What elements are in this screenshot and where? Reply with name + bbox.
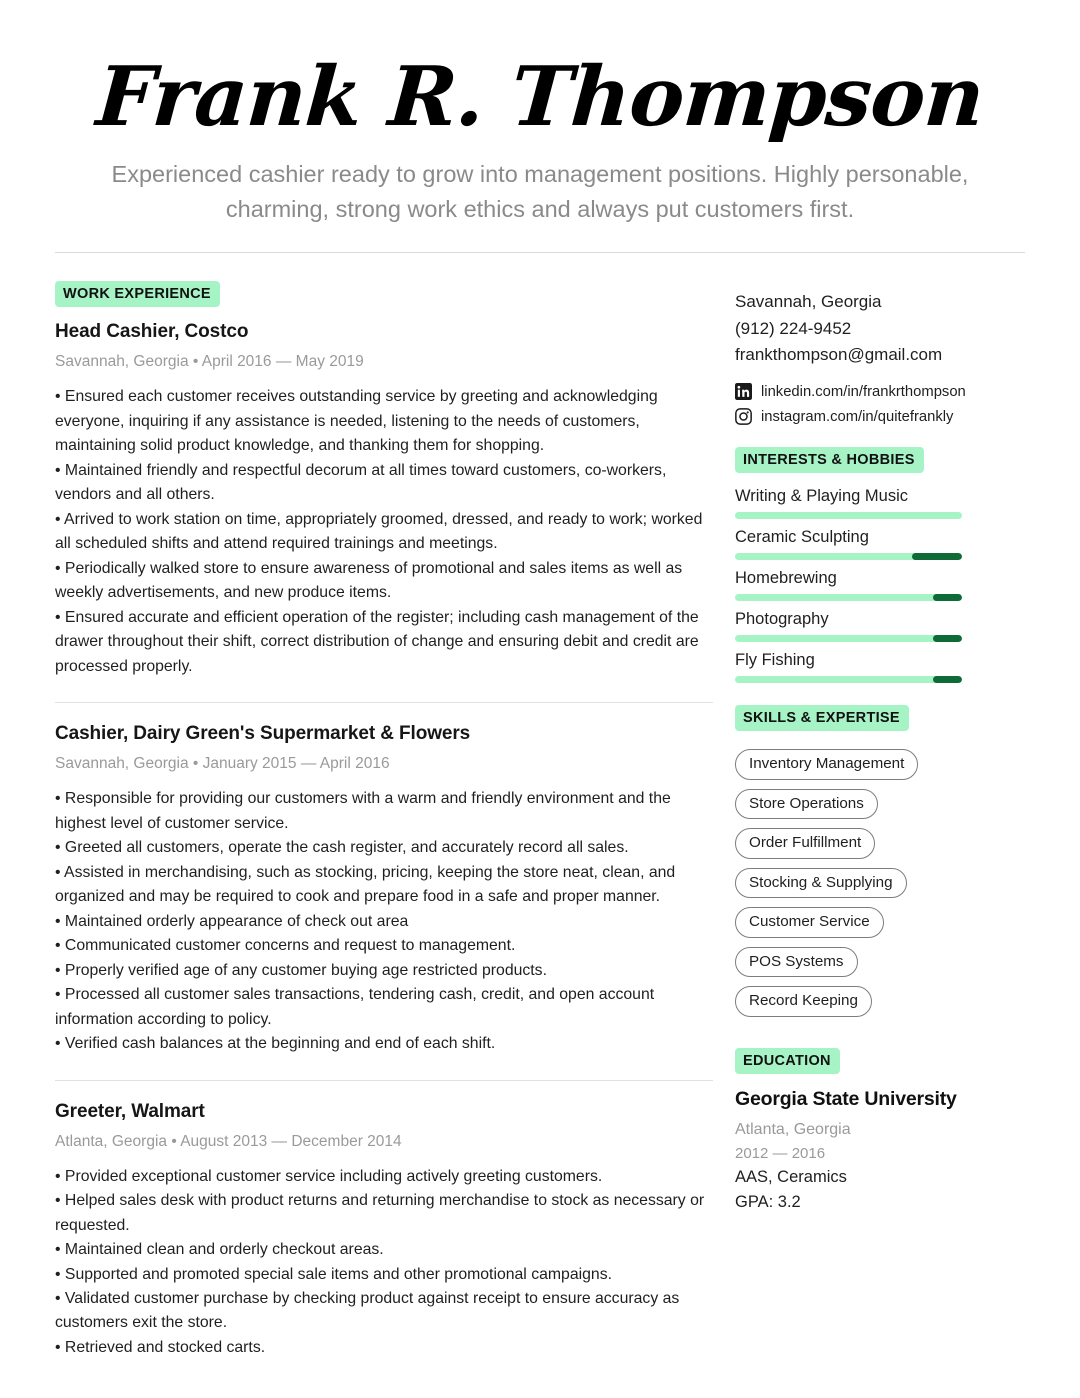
job-divider — [55, 702, 713, 703]
skill-row — [735, 868, 1025, 907]
skill-tag[interactable]: Stocking & Supplying — [735, 868, 907, 898]
hobby-level-fill — [933, 594, 963, 601]
job-entry — [55, 723, 713, 1058]
job-bullet: • Provided exceptional customer service including actively greeting customers. — [55, 1167, 603, 1185]
social-link-text[interactable]: instagram.com/in/quitefrankly — [761, 408, 954, 425]
skill-row — [735, 828, 1025, 867]
skill-tag[interactable]: Inventory Management — [735, 749, 918, 779]
job-bullets — [55, 385, 713, 679]
hobby-level-bar — [735, 512, 962, 519]
hobby-level-bar — [735, 553, 962, 560]
skill-row — [735, 986, 1025, 1025]
job-bullet: • Properly verified age of any customer buying age restricted products. — [55, 961, 547, 979]
hobby-item — [735, 610, 1025, 642]
job-bullet: • Maintained orderly appearance of check out area — [55, 912, 409, 930]
job-bullets — [55, 787, 713, 1056]
skill-tag[interactable]: Customer Service — [735, 907, 884, 937]
hobby-label: Homebrewing — [735, 569, 837, 588]
skill-tag[interactable]: Order Fulfillment — [735, 828, 875, 858]
job-bullet: • Responsible for providing our customers with a warm and friendly environment and the highest level of customer service. — [55, 790, 671, 832]
skill-list — [735, 749, 1025, 1025]
hobby-level-bar — [735, 676, 962, 683]
education-section — [735, 1048, 1025, 1215]
job-meta: Atlanta, Georgia • August 2013 — December 2014 — [55, 1132, 402, 1150]
job-divider — [55, 1080, 713, 1081]
job-bullet: • Retrieved and stocked carts. — [55, 1338, 266, 1356]
social-link-row[interactable] — [735, 383, 1025, 400]
social-links — [735, 383, 1025, 425]
social-link-text[interactable]: linkedin.com/in/frankrthompson — [761, 383, 966, 400]
candidate-tagline: Experienced cashier ready to grow into management positions. Highly personable, charming, strong work ethics and always put customers first. — [111, 160, 969, 222]
resume-header — [0, 0, 1080, 226]
job-bullet: • Communicated customer concerns and request to management. — [55, 937, 516, 955]
hobby-label: Photography — [735, 610, 829, 629]
job-bullets — [55, 1165, 713, 1361]
skills-section — [735, 705, 1025, 1025]
education-location: Atlanta, Georgia — [735, 1120, 851, 1138]
skill-tag[interactable]: POS Systems — [735, 947, 858, 977]
resume-body — [0, 253, 1080, 1362]
hobby-level-fill — [912, 553, 962, 560]
hobby-label: Ceramic Sculpting — [735, 528, 869, 547]
section-badge-interests: INTERESTS & HOBBIES — [735, 447, 924, 473]
hobby-level-fill — [933, 635, 963, 642]
education-gpa: GPA: 3.2 — [735, 1192, 801, 1211]
section-badge-skills: SKILLS & EXPERTISE — [735, 705, 909, 731]
hobby-item — [735, 569, 1025, 601]
contact-block — [735, 289, 1025, 425]
skill-row — [735, 749, 1025, 788]
hobby-level-bar — [735, 594, 962, 601]
hobby-item — [735, 528, 1025, 560]
job-bullet: • Assisted in merchandising, such as stocking, pricing, keeping the store neat, clean, and organized and may be required to cook and prepare food in a safe and proper manner. — [55, 863, 676, 906]
education-school: Georgia State University — [735, 1087, 957, 1110]
candidate-name: Frank R. Thompson — [93, 49, 987, 145]
job-bullet: • Arrived to work station on time, appropriately groomed, dressed, and ready to work; worked all scheduled shifts and attend required trainings and meetings. — [55, 510, 703, 553]
job-bullet: • Processed all customer sales transactions, tendering cash, credit, and open account information according to policy. — [55, 986, 655, 1028]
job-bullet: • Maintained clean and orderly checkout areas. — [55, 1241, 384, 1259]
hobby-level-bar — [735, 635, 962, 642]
job-bullet: • Maintained friendly and respectful decorum at all times toward customers, co-workers, vendors and all others. — [55, 461, 667, 504]
job-meta: Savannah, Georgia • April 2016 — May 2019 — [55, 353, 364, 371]
contact-email[interactable]: frankthompson@gmail.com — [735, 345, 943, 365]
hobby-level-fill — [933, 676, 963, 683]
job-bullet: • Ensured each customer receives outstanding service by greeting and acknowledging everyone, inquiring if any assistance is needed, listening to the needs of customers, maintaining solid product knowledge, and thanking them for shopping. — [55, 388, 658, 455]
hobby-item — [735, 487, 1025, 519]
instagram-icon — [735, 408, 752, 425]
education-years: 2012 — 2016 — [735, 1144, 826, 1162]
job-bullet: • Ensured accurate and efficient operation of the register; including cash management of the drawer throughout their shift, correct distribution of change and ensuring debit and credit are processed properly. — [55, 608, 699, 675]
job-title: Greeter, Walmart — [55, 1100, 205, 1122]
section-badge-work-experience: WORK EXPERIENCE — [55, 281, 220, 307]
job-entry — [55, 321, 713, 681]
main-column — [55, 281, 735, 1362]
sidebar-column — [735, 281, 1025, 1214]
job-bullet: • Greeted all customers, operate the cash register, and accurately record all sales. — [55, 839, 629, 857]
contact-location: Savannah, Georgia — [735, 292, 882, 312]
section-badge-education: EDUCATION — [735, 1048, 840, 1074]
skill-tag[interactable]: Store Operations — [735, 789, 878, 819]
interests-section — [735, 447, 1025, 683]
job-bullet: • Supported and promoted special sale items and other promotional campaigns. — [55, 1265, 612, 1283]
job-bullet: • Validated customer purchase by checking product against receipt to ensure accuracy as customers exit the store. — [55, 1290, 680, 1332]
hobby-item — [735, 651, 1025, 683]
social-link-row[interactable] — [735, 408, 1025, 425]
job-bullet: • Periodically walked store to ensure awareness of promotional and sales items as well as weekly advertisements, and new produce items. — [55, 559, 683, 602]
skill-row — [735, 789, 1025, 828]
job-title: Head Cashier, Costco — [55, 321, 249, 343]
skill-row — [735, 907, 1025, 946]
hobby-label: Fly Fishing — [735, 651, 815, 670]
skill-tag[interactable]: Record Keeping — [735, 986, 872, 1016]
hobby-label: Writing & Playing Music — [735, 487, 909, 506]
job-bullet: • Helped sales desk with product returns and returning merchandise to stock as necessary or requested. — [55, 1192, 705, 1234]
job-title: Cashier, Dairy Green's Supermarket & Flowers — [55, 723, 471, 745]
job-bullet: • Verified cash balances at the beginning and end of each shift. — [55, 1035, 496, 1053]
job-entry — [55, 1101, 713, 1363]
education-degree: AAS, Ceramics — [735, 1168, 847, 1186]
linkedin-icon — [735, 383, 752, 400]
job-meta: Savannah, Georgia • January 2015 — April 2016 — [55, 755, 390, 773]
skill-row — [735, 947, 1025, 986]
work-experience-list — [55, 321, 713, 1362]
contact-phone[interactable]: (912) 224-9452 — [735, 318, 852, 338]
hobby-list — [735, 487, 1025, 683]
